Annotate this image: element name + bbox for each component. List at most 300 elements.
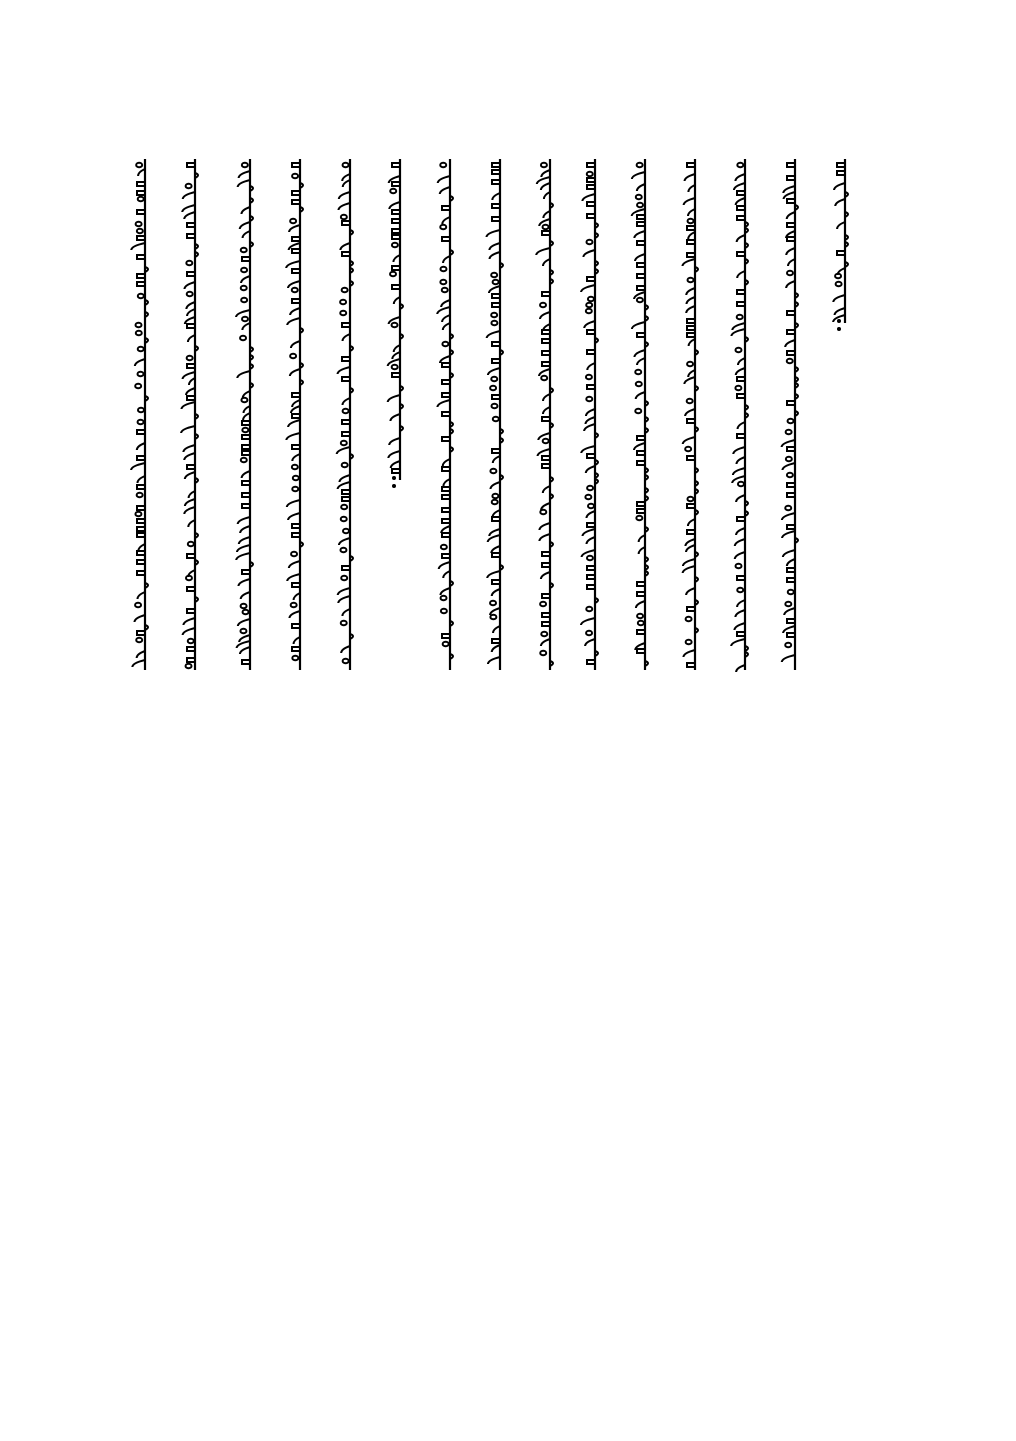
script-glyph bbox=[182, 205, 195, 212]
script-glyph bbox=[786, 457, 792, 461]
script-glyph bbox=[491, 273, 497, 277]
script-glyph bbox=[135, 359, 145, 366]
script-glyph bbox=[187, 324, 195, 328]
script-glyph bbox=[635, 409, 641, 413]
script-glyph bbox=[388, 395, 400, 402]
script-glyph bbox=[538, 449, 550, 456]
script-glyph bbox=[131, 243, 145, 250]
script-glyph bbox=[341, 505, 347, 509]
script-glyph bbox=[137, 519, 145, 523]
script-glyph bbox=[787, 237, 795, 241]
script-glyph bbox=[183, 445, 195, 452]
script-glyph bbox=[242, 493, 250, 497]
script-glyph bbox=[342, 566, 350, 570]
script-glyph bbox=[187, 396, 195, 400]
script-glyph bbox=[392, 469, 400, 473]
script-glyph bbox=[137, 493, 143, 497]
script-glyph bbox=[185, 499, 195, 506]
script-glyph bbox=[292, 414, 300, 418]
script-glyph bbox=[188, 542, 194, 546]
script-glyph bbox=[242, 428, 248, 432]
script-glyph bbox=[587, 330, 595, 334]
script-glyph bbox=[241, 268, 247, 272]
script-glyph bbox=[442, 508, 450, 512]
script-glyph bbox=[736, 368, 745, 375]
script-glyph bbox=[737, 290, 745, 294]
script-glyph bbox=[441, 596, 447, 600]
script-strokes bbox=[234, 155, 260, 680]
script-glyph bbox=[292, 393, 300, 397]
script-glyph bbox=[637, 298, 643, 302]
script-glyph bbox=[492, 204, 500, 208]
script-glyph bbox=[292, 533, 300, 537]
script-strokes bbox=[729, 155, 755, 680]
script-glyph bbox=[390, 414, 400, 421]
script-glyph bbox=[342, 490, 350, 494]
script-glyph bbox=[539, 534, 550, 541]
script-glyph bbox=[291, 406, 300, 413]
script-glyph bbox=[587, 202, 595, 206]
script-glyph bbox=[737, 252, 745, 256]
script-glyph bbox=[687, 399, 693, 403]
script-glyph bbox=[542, 231, 550, 235]
script-glyph bbox=[440, 588, 450, 595]
script-glyph bbox=[181, 426, 195, 433]
script-glyph bbox=[636, 195, 642, 199]
script-glyph bbox=[440, 225, 446, 229]
script-glyph bbox=[137, 182, 145, 186]
script-glyph bbox=[137, 560, 145, 564]
script-glyph bbox=[342, 432, 350, 436]
script-glyph bbox=[342, 497, 350, 501]
script-glyph bbox=[492, 294, 500, 298]
script-glyph bbox=[737, 191, 745, 195]
script-glyph bbox=[341, 517, 347, 521]
script-glyph bbox=[291, 603, 297, 607]
script-glyph bbox=[292, 269, 300, 273]
script-glyph bbox=[637, 649, 645, 653]
script-glyph bbox=[587, 575, 595, 579]
script-glyph bbox=[632, 172, 645, 179]
script-glyph bbox=[581, 446, 595, 453]
script-glyph bbox=[542, 292, 550, 296]
script-glyph bbox=[342, 323, 350, 327]
script-glyph bbox=[737, 434, 745, 438]
script-strokes bbox=[779, 155, 805, 680]
script-glyph bbox=[342, 398, 350, 405]
text-column bbox=[129, 155, 151, 680]
script-glyph bbox=[186, 184, 192, 188]
script-glyph bbox=[137, 274, 145, 278]
script-glyph bbox=[687, 333, 695, 337]
script-glyph bbox=[542, 613, 550, 617]
script-strokes bbox=[384, 155, 410, 490]
script-glyph bbox=[837, 163, 845, 167]
script-glyph bbox=[636, 516, 642, 520]
script-glyph bbox=[785, 602, 791, 606]
script-glyph bbox=[638, 621, 644, 625]
script-glyph bbox=[391, 461, 400, 468]
punctuation-dot bbox=[837, 327, 841, 331]
script-glyph bbox=[292, 647, 300, 651]
script-glyph bbox=[735, 348, 741, 352]
script-glyph bbox=[637, 241, 645, 245]
script-glyph bbox=[688, 278, 694, 282]
script-glyph bbox=[392, 229, 400, 233]
script-glyph bbox=[138, 197, 144, 201]
script-glyph bbox=[137, 533, 145, 537]
script-glyph bbox=[292, 465, 298, 469]
script-glyph bbox=[735, 610, 745, 617]
script-glyph bbox=[342, 288, 348, 292]
script-glyph bbox=[787, 401, 795, 405]
script-glyph bbox=[738, 422, 745, 429]
script-glyph bbox=[687, 163, 695, 167]
script-glyph bbox=[487, 331, 500, 338]
script-glyph bbox=[242, 471, 250, 478]
text-column bbox=[234, 155, 256, 680]
text-column bbox=[579, 155, 601, 680]
script-glyph bbox=[634, 350, 645, 357]
script-glyph bbox=[137, 571, 145, 575]
script-strokes bbox=[679, 155, 705, 680]
script-glyph bbox=[243, 610, 249, 614]
script-glyph bbox=[785, 340, 795, 347]
script-glyph bbox=[637, 358, 645, 365]
script-glyph bbox=[637, 274, 645, 278]
script-glyph bbox=[442, 206, 450, 210]
script-glyph bbox=[442, 467, 450, 471]
script-glyph bbox=[784, 192, 795, 199]
script-strokes bbox=[534, 155, 560, 680]
script-glyph bbox=[240, 336, 246, 340]
script-glyph bbox=[586, 409, 595, 416]
script-glyph bbox=[291, 341, 300, 348]
script-glyph bbox=[686, 288, 695, 295]
script-glyph bbox=[683, 259, 695, 266]
script-glyph bbox=[490, 608, 500, 615]
script-glyph bbox=[290, 308, 300, 315]
script-glyph bbox=[683, 559, 695, 566]
script-glyph bbox=[187, 163, 195, 167]
script-strokes bbox=[179, 155, 205, 680]
script-glyph bbox=[837, 171, 845, 175]
script-glyph bbox=[440, 267, 446, 271]
script-glyph bbox=[492, 395, 500, 399]
script-glyph bbox=[585, 639, 595, 646]
script-glyph bbox=[787, 330, 795, 334]
script-glyph bbox=[587, 454, 595, 458]
script-glyph bbox=[637, 630, 645, 634]
script-glyph bbox=[184, 212, 195, 219]
script-glyph bbox=[339, 538, 350, 545]
script-glyph bbox=[686, 640, 692, 644]
script-glyph bbox=[687, 456, 695, 460]
script-glyph bbox=[587, 363, 595, 370]
script-glyph bbox=[637, 509, 645, 513]
script-glyph bbox=[587, 163, 595, 167]
script-glyph bbox=[241, 276, 250, 283]
script-glyph bbox=[582, 194, 595, 201]
script-glyph bbox=[137, 476, 145, 483]
script-glyph bbox=[540, 651, 546, 655]
script-glyph bbox=[636, 392, 645, 399]
script-glyph bbox=[687, 226, 695, 230]
script-strokes bbox=[484, 155, 510, 680]
script-glyph bbox=[238, 619, 250, 626]
script-glyph bbox=[389, 438, 400, 445]
script-glyph bbox=[491, 313, 497, 317]
script-glyph bbox=[135, 512, 141, 516]
script-glyph bbox=[737, 632, 745, 636]
script-glyph bbox=[242, 504, 250, 508]
text-column bbox=[629, 155, 651, 680]
script-glyph bbox=[442, 380, 450, 384]
script-glyph bbox=[292, 288, 298, 292]
script-glyph bbox=[737, 588, 743, 592]
script-glyph bbox=[238, 517, 250, 524]
script-glyph bbox=[684, 198, 695, 205]
script-glyph bbox=[541, 163, 547, 167]
script-glyph bbox=[736, 528, 745, 535]
script-glyph bbox=[492, 553, 500, 557]
script-glyph bbox=[243, 231, 250, 238]
script-glyph bbox=[687, 607, 695, 611]
script-glyph bbox=[783, 626, 795, 633]
script-glyph bbox=[786, 248, 795, 255]
script-glyph bbox=[184, 507, 195, 514]
script-glyph bbox=[138, 372, 144, 376]
script-glyph bbox=[137, 255, 145, 259]
script-glyph bbox=[687, 253, 695, 257]
script-glyph bbox=[442, 342, 448, 346]
script-glyph bbox=[787, 483, 795, 487]
script-glyph bbox=[685, 409, 695, 416]
script-glyph bbox=[542, 456, 550, 460]
script-glyph bbox=[737, 271, 745, 278]
script-glyph bbox=[287, 318, 300, 325]
script-glyph bbox=[341, 646, 350, 653]
script-glyph bbox=[186, 576, 192, 580]
script-glyph bbox=[588, 297, 594, 301]
script-glyph bbox=[137, 236, 145, 240]
script-glyph bbox=[836, 282, 842, 286]
script-glyph bbox=[338, 596, 350, 603]
script-glyph bbox=[541, 183, 550, 190]
script-glyph bbox=[787, 633, 795, 637]
script-glyph bbox=[292, 454, 300, 461]
script-glyph bbox=[492, 639, 500, 643]
script-glyph bbox=[138, 420, 144, 424]
script-glyph bbox=[586, 511, 595, 518]
script-glyph bbox=[489, 252, 500, 259]
script-glyph bbox=[492, 170, 500, 174]
script-glyph bbox=[182, 402, 195, 409]
script-glyph bbox=[581, 285, 595, 292]
script-glyph bbox=[737, 377, 745, 381]
script-glyph bbox=[292, 299, 300, 303]
script-glyph bbox=[239, 537, 250, 544]
script-glyph bbox=[338, 482, 350, 489]
script-glyph bbox=[136, 163, 142, 167]
script-glyph bbox=[186, 388, 195, 395]
script-glyph bbox=[637, 436, 645, 440]
script-glyph bbox=[240, 647, 250, 654]
script-glyph bbox=[787, 568, 795, 572]
script-glyph bbox=[587, 566, 595, 570]
script-glyph bbox=[541, 376, 547, 380]
script-glyph bbox=[788, 590, 794, 594]
script-glyph bbox=[138, 408, 144, 412]
script-glyph bbox=[492, 645, 500, 652]
script-glyph bbox=[636, 601, 645, 608]
script-glyph bbox=[187, 223, 195, 227]
script-glyph bbox=[292, 656, 298, 660]
script-glyph bbox=[685, 174, 695, 181]
script-glyph bbox=[490, 386, 496, 390]
script-glyph bbox=[292, 524, 300, 528]
script-strokes bbox=[829, 155, 855, 333]
script-glyph bbox=[392, 163, 400, 167]
script-glyph bbox=[491, 482, 500, 489]
script-glyph bbox=[587, 185, 595, 189]
script-glyph bbox=[388, 451, 400, 458]
text-column bbox=[729, 155, 751, 680]
script-glyph bbox=[735, 552, 745, 559]
script-glyph bbox=[438, 176, 450, 183]
script-glyph bbox=[437, 400, 450, 407]
script-glyph bbox=[442, 237, 450, 241]
script-glyph bbox=[137, 443, 145, 450]
script-glyph bbox=[442, 634, 450, 638]
script-glyph bbox=[687, 419, 695, 423]
script-glyph bbox=[637, 592, 645, 596]
script-glyph bbox=[442, 412, 450, 416]
script-glyph bbox=[540, 602, 546, 606]
script-glyph bbox=[787, 176, 795, 180]
script-glyph bbox=[242, 163, 248, 167]
script-glyph bbox=[292, 191, 300, 195]
script-glyph bbox=[542, 339, 550, 343]
script-glyph bbox=[489, 286, 500, 293]
script-glyph bbox=[493, 510, 500, 517]
script-glyph bbox=[442, 487, 450, 491]
script-glyph bbox=[338, 588, 350, 595]
script-glyph bbox=[242, 660, 250, 664]
script-glyph bbox=[136, 331, 142, 335]
script-glyph bbox=[237, 545, 250, 552]
script-glyph bbox=[442, 393, 450, 397]
script-glyph bbox=[241, 398, 247, 402]
script-glyph bbox=[588, 504, 594, 508]
script-glyph bbox=[242, 445, 250, 449]
script-glyph bbox=[341, 576, 347, 580]
script-glyph bbox=[734, 623, 745, 630]
script-glyph bbox=[132, 660, 145, 667]
script-glyph bbox=[787, 447, 795, 451]
script-glyph bbox=[737, 216, 745, 220]
script-glyph bbox=[542, 330, 550, 334]
script-glyph bbox=[737, 302, 745, 306]
script-glyph bbox=[632, 322, 645, 329]
script-glyph bbox=[138, 347, 144, 351]
script-glyph bbox=[542, 594, 550, 598]
script-glyph bbox=[137, 485, 145, 489]
script-glyph bbox=[187, 465, 195, 469]
script-glyph bbox=[493, 280, 499, 284]
script-glyph bbox=[583, 250, 595, 257]
script-glyph bbox=[137, 229, 143, 233]
script-glyph bbox=[342, 221, 350, 225]
script-glyph bbox=[186, 302, 195, 309]
text-column bbox=[679, 155, 701, 680]
script-glyph bbox=[584, 321, 595, 328]
script-glyph bbox=[242, 317, 248, 321]
text-column bbox=[829, 155, 851, 333]
script-glyph bbox=[787, 578, 795, 582]
script-glyph bbox=[586, 631, 592, 635]
script-glyph bbox=[586, 240, 592, 244]
script-glyph bbox=[342, 609, 350, 616]
script-glyph bbox=[787, 163, 795, 167]
script-glyph bbox=[488, 657, 500, 664]
text-column bbox=[534, 155, 556, 680]
script-glyph bbox=[543, 439, 549, 443]
script-glyph bbox=[737, 315, 743, 319]
script-glyph bbox=[186, 261, 192, 265]
script-glyph bbox=[542, 362, 550, 366]
script-glyph bbox=[340, 300, 346, 304]
script-glyph bbox=[541, 170, 550, 177]
script-glyph bbox=[637, 163, 643, 167]
script-glyph bbox=[441, 609, 447, 613]
script-glyph bbox=[439, 562, 450, 569]
script-glyph bbox=[339, 203, 350, 210]
script-glyph bbox=[183, 192, 195, 199]
script-glyph bbox=[487, 571, 500, 578]
script-glyph bbox=[542, 563, 550, 567]
script-glyph bbox=[187, 609, 195, 613]
script-glyph bbox=[686, 617, 692, 621]
script-glyph bbox=[442, 495, 450, 499]
script-glyph bbox=[735, 539, 745, 546]
text-column bbox=[179, 155, 201, 680]
script-glyph bbox=[338, 367, 350, 374]
script-glyph bbox=[637, 286, 645, 290]
script-glyph bbox=[587, 523, 595, 527]
script-glyph bbox=[637, 451, 645, 455]
script-glyph bbox=[186, 664, 192, 668]
script-glyph bbox=[637, 215, 645, 219]
script-glyph bbox=[289, 225, 300, 232]
script-glyph bbox=[242, 435, 250, 439]
script-glyph bbox=[488, 535, 500, 542]
script-glyph bbox=[587, 178, 595, 182]
script-glyph bbox=[782, 440, 795, 447]
script-glyph bbox=[236, 553, 250, 560]
script-glyph bbox=[390, 189, 396, 193]
script-glyph bbox=[292, 174, 298, 178]
script-glyph bbox=[542, 552, 550, 556]
script-glyph bbox=[492, 303, 500, 307]
script-glyph bbox=[787, 525, 795, 529]
script-glyph bbox=[784, 608, 795, 615]
script-glyph bbox=[586, 417, 595, 424]
script-glyph bbox=[491, 404, 497, 408]
script-glyph bbox=[136, 222, 142, 226]
script-glyph bbox=[236, 310, 250, 317]
script-glyph bbox=[587, 172, 593, 176]
